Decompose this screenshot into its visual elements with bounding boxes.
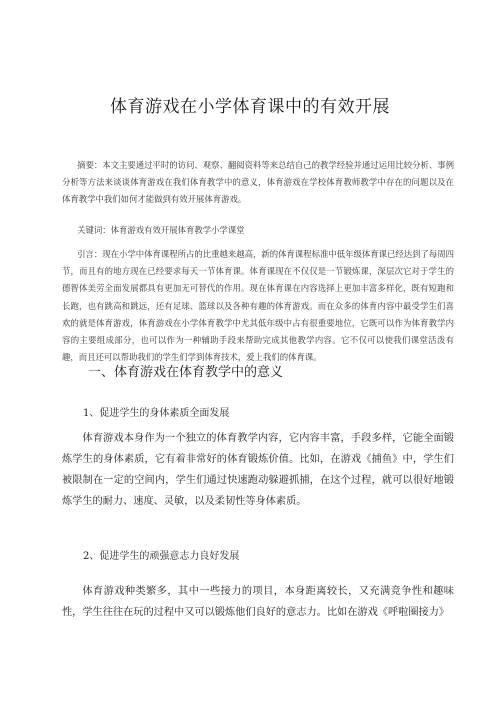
body-paragraph: 体育游戏本身作为一个独立的体育教学内容，它内容丰富，手段多样，它能全面锻炼学生的身体素质，它有着非常好的体育锻炼价值。比如，在游戏《捕鱼》中，学生们被限制在一定的空间内，学生们通过快速跑动躲避抓捕，在这个过程，就可以很好地锻炼学生的耐力、速度、灵敏，以及柔韧性等身体素质。 [62, 433, 454, 507]
section-heading: 一、体育游戏在体育教学中的意义 [88, 365, 284, 380]
keywords-line: 关键词：体育游戏有效开展体育教学小学课堂 [77, 225, 245, 235]
subsection-heading: 2、促进学生的顽强意志力良好发展 [83, 551, 240, 562]
body-paragraph: 体育游戏种类繁多，其中一些接力的项目，本身距离较长，又充满竞争性和趣味性，学生往往在玩的过程中又可以锻炼他们良好的意志力。比如在游戏《呼啦圈接力》 [62, 586, 454, 618]
abstract-paragraph: 摘要：本文主要通过平时的访问、观察、翻阅资料等来总结自己的教学经验并通过运用比较分析、事例分析等方法来谈谈体育游戏在我们体育教学中的意义，体育游戏在学校体育教师教学中存在的问题以及在体育教学中我们如何才能做到有效开展体育游戏。 [62, 160, 454, 205]
subsection-heading: 1、促进学生的身体素质全面发展 [83, 408, 230, 419]
document-title: 体育游戏在小学体育课中的有效开展 [110, 97, 390, 117]
introduction-paragraph: 引言：现在小学中体育课程所占的比重越来越高，新的体育课程标准中低年级体育课已经达到了每周四节，而且有的地方现在已经要求每天一节体育课。体育课现在不仅仅是一节锻炼课，深层次它对于学生的德智体美劳全面发展都具有更加无可替代的作用。现在体育课在内容选择上更加丰富多样化，既有短跑和长跑，也有跳高和跳远，还有足球、篮球以及各种有趣的体育游戏。而在众多的体育内容中最受学生们喜欢的就是体育游戏，体育游戏在小学体育教学中尤其低年级中占有很重要地位，它既可以作为体育教学内容的主要组成部分，也可以作为一种辅助手段来帮助完成其他教学内容。它不仅可以使我们课堂活泼有趣，而且还可以帮助我们的学生们学到体育技术，爱上我们的体育课。 [62, 249, 454, 363]
